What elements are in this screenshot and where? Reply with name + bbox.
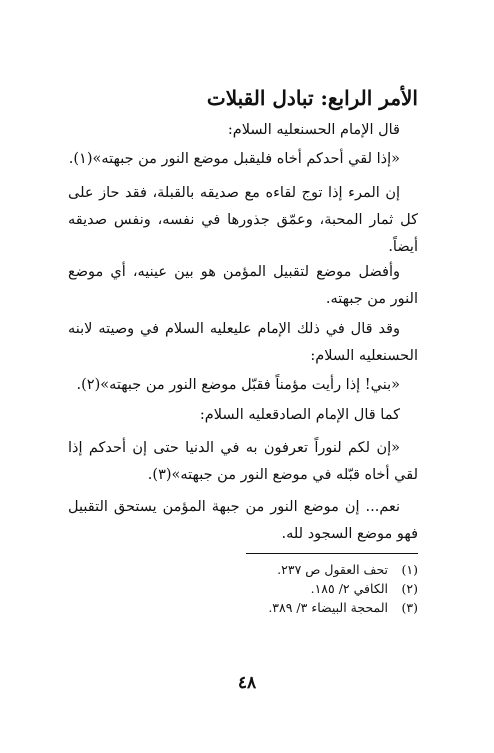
footnote-item xyxy=(68,598,418,617)
paragraph-conclusion: نعم... إن موضع النور من جبهة المؤمن يستحق التقبيل فهو موضع السجود لله. xyxy=(68,499,418,542)
footnote-item xyxy=(68,560,418,579)
section-title: الأمر الرابع: تبادل القبلات xyxy=(206,86,418,110)
footnote-divider xyxy=(246,553,418,554)
footnote-number: (٣) xyxy=(401,600,418,615)
footnotes-list xyxy=(68,560,418,617)
paragraph-sadiq-intro: كما قال الإمام الصادقعليه السلام: xyxy=(199,407,400,423)
footnote-text: تحف العقول ص ٢٣٧. xyxy=(277,562,389,577)
paragraph-best-place: وأفضل موضع لتقبيل المؤمن هو بين عينيه، أي موضع النور من جبهته. xyxy=(68,264,418,307)
paragraph-hadith-ali: «بني! إذا رأيت مؤمناً فقبّل موضع النور من جبهته»(٢). xyxy=(76,377,400,393)
footnote-number: (١) xyxy=(401,562,418,577)
footnote-text: المحجة البيضاء ٣/ ٣٨٩. xyxy=(268,600,389,615)
footnote-text: الكافي ٢/ ١٨٥. xyxy=(310,581,389,596)
footnote-item xyxy=(68,579,418,598)
paragraph-hadith-sadiq: «إن لكم لنوراً تعرفون به في الدنيا حتى إن أحدكم إذا لقي أخاه قبّله في موضع النور من جبهته»(٣). xyxy=(68,440,418,483)
page-number: ٤٨ xyxy=(237,673,257,693)
paragraph-ali-intro: وقد قال في ذلك الإمام عليعليه السلام في وصيته لابنه الحسنعليه السلام: xyxy=(68,321,418,364)
paragraph-intro: قال الإمام الحسنعليه السلام: xyxy=(227,122,400,138)
paragraph-explanation: إن المرء إذا توج لقاءه مع صديقه بالقبلة، فقد حاز على كل ثمار المحبة، وعمّق جذورها في نفسه، ونفس صديقه أيضاً. xyxy=(68,185,418,255)
paragraph-hadith-hasan: «إذا لقي أحدكم أخاه فليقبل موضع النور من جبهته»(١). xyxy=(68,151,400,167)
footnote-number: (٢) xyxy=(401,581,418,596)
